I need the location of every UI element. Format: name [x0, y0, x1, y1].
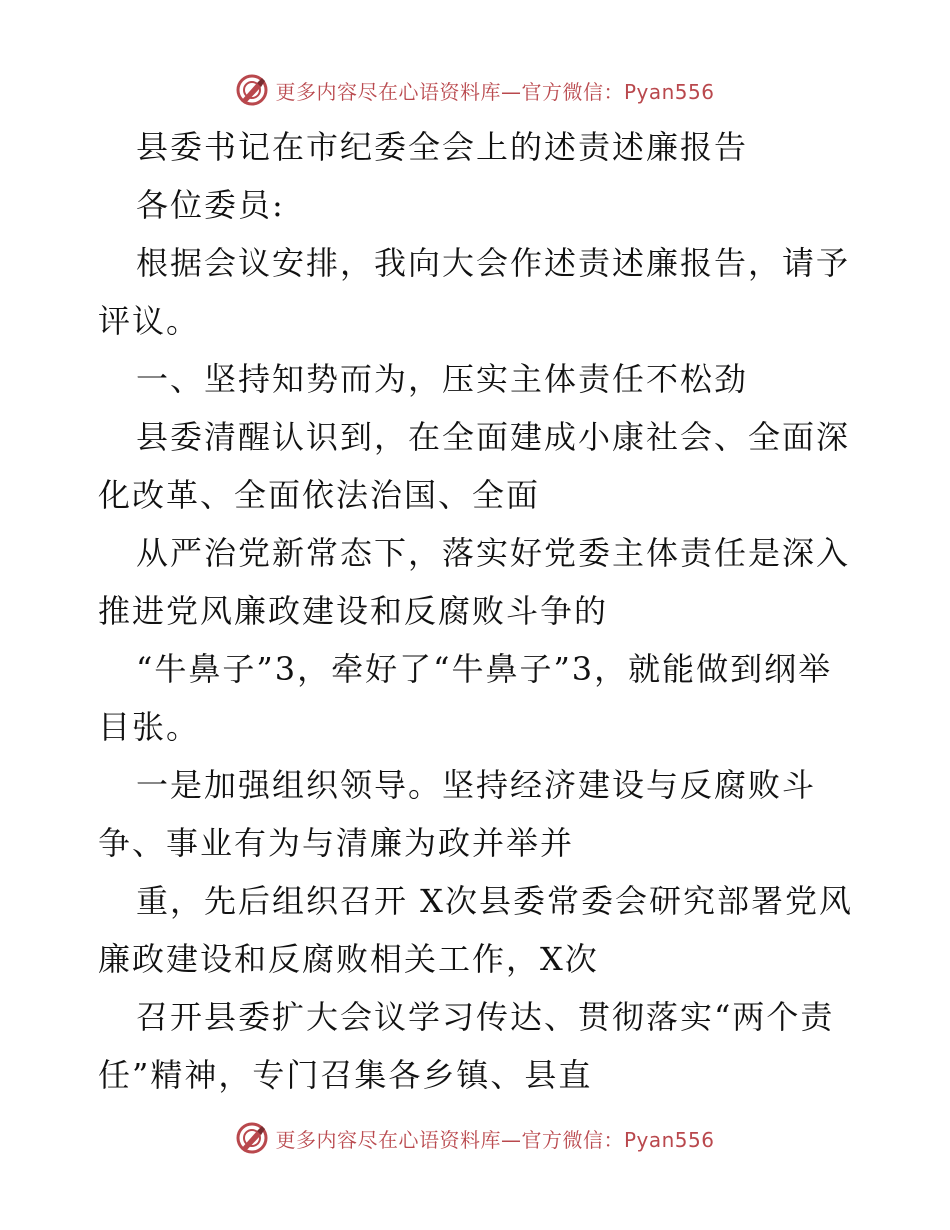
- salutation: 各位委员:: [136, 186, 285, 224]
- footer-watermark-banner: [0, 1118, 950, 1158]
- header-watermark-banner: [0, 70, 950, 110]
- paragraph: “牛鼻子”3，牵好了“牛鼻子”3，就能做到纲举目张。: [98, 650, 833, 746]
- banner-text: 更多内容尽在心语资料库—官方微信：Pyan556: [275, 1127, 715, 1152]
- document-title: 县委书记在市纪委全会上的述责述廉报告: [136, 128, 749, 166]
- banner-text: 更多内容尽在心语资料库—官方微信：Pyan556: [275, 79, 715, 104]
- paragraph: 重，先后组织召开 X次县委常委会研究部署党风廉政建设和反腐败相关工作，X次: [98, 882, 853, 978]
- paragraph: 一是加强组织领导。坚持经济建设与反腐败斗争、事业有为与清廉为政并举并: [98, 766, 817, 862]
- paragraph: 召开县委扩大会议学习传达、贯彻落实“两个责任”精神，专门召集各乡镇、县直: [98, 998, 835, 1094]
- document-body: [98, 118, 854, 1104]
- pen-logo-icon: [235, 1121, 269, 1155]
- paragraph: 从严治党新常态下，落实好党委主体责任是深入推进党风廉政建设和反腐败斗争的: [98, 534, 851, 630]
- paragraph: 根据会议安排，我向大会作述责述廉报告，请予评议。: [98, 244, 851, 340]
- section-heading: 一、坚持知势而为，压实主体责任不松劲: [136, 360, 749, 398]
- pen-logo-icon: [235, 73, 269, 107]
- paragraph: 县委清醒认识到，在全面建成小康社会、全面深化改革、全面依法治国、全面: [98, 418, 851, 514]
